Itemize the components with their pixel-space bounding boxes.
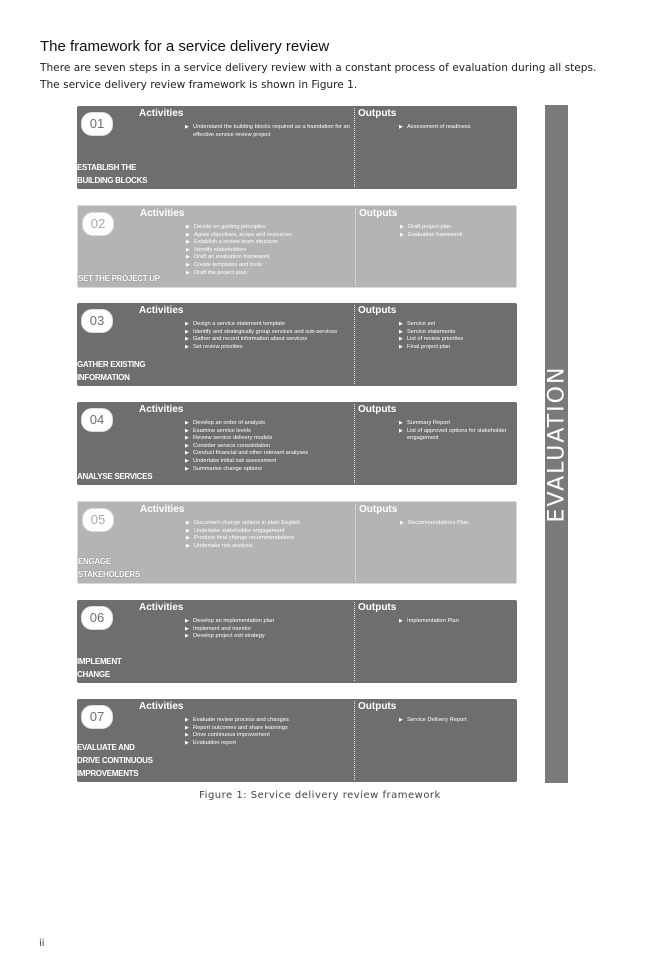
activities-heading: Activities	[139, 108, 184, 119]
step-title-line: CHANGE	[77, 670, 110, 679]
activity-item: ▶ Develop an order of analysis	[185, 420, 350, 428]
activity-item: ▶ Review service delivery models	[185, 435, 350, 443]
output-item: ▶ Implementation Plan	[399, 618, 514, 626]
column-divider	[354, 404, 355, 483]
step-number: 03	[81, 309, 113, 333]
step-title-line: IMPROVEMENTS	[77, 769, 139, 778]
activity-item: ▶ Implement and monitor	[185, 626, 350, 634]
activities-heading: Activities	[139, 602, 184, 613]
activity-item: ▶ Understand the building blocks required as a foundation for an effective service review project	[185, 124, 350, 139]
step-05	[77, 501, 517, 584]
step-title-line: GATHER EXISTING	[77, 360, 146, 369]
step-title-line: EVALUATE AND	[77, 743, 135, 752]
step-number: 05	[82, 508, 114, 532]
activity-item: ▶ Establish a review team structure	[186, 239, 351, 247]
activities-heading: Activities	[139, 701, 184, 712]
activity-item: ▶ Document change options in plain English	[186, 520, 351, 528]
step-title	[77, 655, 197, 681]
step-title-line: ENGAGE	[78, 557, 111, 566]
outputs-heading: Outputs	[359, 504, 398, 515]
outputs-list	[399, 321, 514, 351]
activity-item: ▶ Draft an evaluation framework	[186, 254, 351, 262]
output-item: ▶ Final project plan	[399, 344, 514, 352]
activities-heading: Activities	[140, 504, 185, 515]
activities-list	[186, 224, 351, 277]
column-divider	[354, 108, 355, 187]
output-item: ▶ Summary Report	[399, 420, 514, 428]
activities-list	[185, 124, 350, 139]
output-item: ▶ Service Delivery Report	[399, 717, 514, 725]
outputs-heading: Outputs	[358, 602, 397, 613]
step-title-line: ESTABLISH THE	[77, 163, 137, 172]
output-item: ▶ Assessment of readiness	[399, 124, 514, 132]
activity-item: ▶ Undertake stakeholder engagement	[186, 528, 351, 536]
step-06	[77, 600, 517, 683]
activities-list	[185, 321, 350, 351]
outputs-heading: Outputs	[358, 305, 397, 316]
step-number: 01	[81, 112, 113, 136]
step-title-line: STAKEHOLDERS	[78, 570, 141, 579]
step-title-line: IMPLEMENT	[77, 657, 122, 666]
evaluation-label: EVALUATION	[544, 365, 569, 523]
output-item: ▶ Service statements	[399, 329, 514, 337]
column-divider	[354, 701, 355, 780]
output-item: ▶ Service set	[399, 321, 514, 329]
page-number: ii	[39, 938, 45, 949]
activity-item: ▶ Design a service statement template	[185, 321, 350, 329]
figure-caption: Figure 1: Service delivery review framework	[199, 790, 441, 801]
activities-heading: Activities	[139, 404, 184, 415]
outputs-list	[399, 618, 514, 626]
output-item: ▶ Recommendations Plan	[400, 520, 515, 528]
activity-item: ▶ Develop project exit strategy	[185, 633, 350, 641]
column-divider	[355, 208, 356, 285]
output-item: ▶ List of review priorities	[399, 336, 514, 344]
column-divider	[354, 305, 355, 384]
step-number: 07	[81, 705, 113, 729]
activity-item: ▶ Draft the project plan	[186, 270, 351, 278]
activity-item: ▶ Examine service levels	[185, 428, 350, 436]
step-07	[77, 699, 517, 782]
outputs-list	[399, 124, 514, 132]
step-title-line: SET THE PROJECT UP	[78, 274, 160, 283]
activity-item: ▶ Summarise change options	[185, 466, 350, 474]
activity-item: ▶ Set review priorities	[185, 344, 350, 352]
outputs-list	[400, 224, 515, 239]
intro-line-2: The service delivery review framework is shown in Figure 1.	[40, 79, 358, 91]
step-title	[77, 741, 197, 780]
outputs-heading: Outputs	[358, 701, 397, 712]
output-item: ▶ List of approved options for stakeholder engagement	[399, 428, 514, 443]
step-title-line: BUILDING BLOCKS	[77, 176, 148, 185]
activities-list	[185, 717, 350, 747]
step-title	[77, 470, 197, 483]
activity-item: ▶ Conduct financial and other relevant analyses	[185, 450, 350, 458]
activities-list	[185, 420, 350, 473]
step-title-line: DRIVE CONTINUOUS	[77, 756, 153, 765]
step-title	[78, 555, 198, 581]
step-04	[77, 402, 517, 485]
activities-list	[186, 520, 351, 550]
activities-heading: Activities	[139, 305, 184, 316]
activity-item: ▶ Create templates and tools	[186, 262, 351, 270]
outputs-list	[400, 520, 515, 528]
activity-item: ▶ Agree objectives, scope and resources	[186, 232, 351, 240]
page-heading: The framework for a service delivery review	[40, 38, 330, 55]
activity-item: ▶ Consider service consolidation	[185, 443, 350, 451]
outputs-list	[399, 717, 514, 725]
activity-item: ▶ Undertake initial risk assessment	[185, 458, 350, 466]
step-number: 06	[81, 606, 113, 630]
activity-item: ▶ Drive continuous improvement	[185, 732, 350, 740]
outputs-heading: Outputs	[359, 208, 398, 219]
step-02	[77, 205, 517, 288]
activity-item: ▶ Gather and record information about services	[185, 336, 350, 344]
step-title-line: ANALYSE SERVICES	[77, 472, 153, 481]
step-title	[77, 161, 197, 187]
activities-heading: Activities	[140, 208, 185, 219]
evaluation-label-wrap	[545, 105, 568, 783]
activity-item: ▶ Evaluate review process and changes	[185, 717, 350, 725]
column-divider	[354, 602, 355, 681]
outputs-heading: Outputs	[358, 404, 397, 415]
step-number: 02	[82, 212, 114, 236]
output-item: ▶ Draft project plan	[400, 224, 515, 232]
activity-item: ▶ Identify and strategically group services and sub-services	[185, 329, 350, 337]
step-01	[77, 106, 517, 189]
activity-item: ▶ Identify stakeholders	[186, 247, 351, 255]
step-title	[78, 272, 198, 285]
activity-item: ▶ Evaluation report	[185, 740, 350, 748]
activity-item: ▶ Report outcomes and share learnings	[185, 725, 350, 733]
activity-item: ▶ Decide on guiding principles	[186, 224, 351, 232]
activities-list	[185, 618, 350, 641]
outputs-heading: Outputs	[358, 108, 397, 119]
activity-item: ▶ Undertake risk analysis	[186, 543, 351, 551]
activity-item: ▶ Produce final change recommendations	[186, 535, 351, 543]
column-divider	[355, 504, 356, 581]
activity-item: ▶ Develop an implementation plan	[185, 618, 350, 626]
step-title-line: INFORMATION	[77, 373, 130, 382]
step-number: 04	[81, 408, 113, 432]
output-item: ▶ Evaluation framework	[400, 232, 515, 240]
intro-line-1: There are seven steps in a service delivery review with a constant process of evaluation during all steps.	[40, 62, 597, 74]
step-03	[77, 303, 517, 386]
outputs-list	[399, 420, 514, 443]
step-title	[77, 358, 197, 384]
